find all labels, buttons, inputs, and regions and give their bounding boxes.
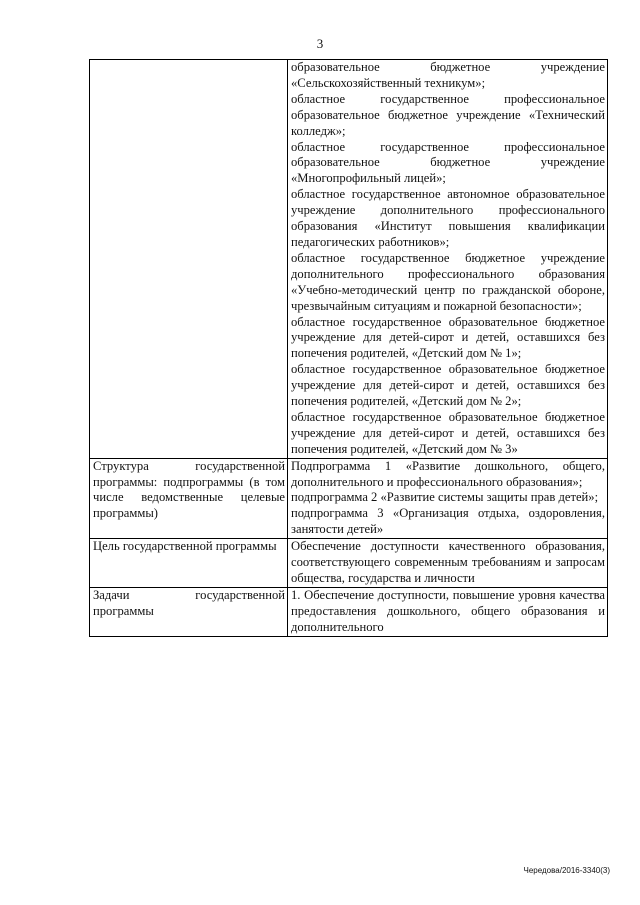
row-label <box>90 60 288 459</box>
institution-item: областное государственное образовательное бюджетное учреждение для детей-сирот и детей, оставшихся без попечения родителей, «Детский дом № 1»; <box>291 314 605 361</box>
table-row <box>90 587 608 636</box>
institution-item: областное государственное образовательное бюджетное учреждение для детей-сирот и детей, оставшихся без попечения родителей, «Детский дом № 3» <box>291 409 605 456</box>
row-content <box>288 458 608 539</box>
row-label-tasks <box>90 587 288 636</box>
table-row <box>90 60 608 459</box>
institution-item: образовательное бюджетное учреждение «Сельскохозяйственный техникум»; <box>291 60 605 90</box>
row-label-goal <box>90 539 288 588</box>
row-label-structure <box>90 458 288 539</box>
institution-item: областное государственное автономное образовательное учреждение дополнительного профессионального образования «Институт повышения квалификации педагогических работников»; <box>291 187 605 249</box>
goal-text: Обеспечение доступности качественного образования, соответствующего современным требованиям и запросам общества, государства и личности <box>291 539 605 585</box>
subprogram-item: Подпрограмма 1 «Развитие дошкольного, общего, дополнительного и профессионального образования»; <box>291 458 605 489</box>
institution-item: областное государственное бюджетное учреждение дополнительного профессионального образования «Учебно-методический центр по гражданской обороне, чрезвычайным ситуациям и пожарной безопасности»; <box>291 250 605 313</box>
task-text: 1. Обеспечение доступности, повышение уровня качества предоставления дошкольного, общего образования и дополнительного <box>291 587 605 634</box>
table-row <box>90 458 608 539</box>
row-label-text: Задачи государственной программы <box>93 587 285 618</box>
row-content <box>288 539 608 588</box>
subprogram-item: подпрограмма 3 «Организация отдыха, оздоровления, занятости детей» <box>291 506 605 537</box>
institution-item: областное государственное профессиональное образовательное бюджетное учреждение «Многопрофильный лицей»; <box>291 139 605 186</box>
program-passport-table <box>89 59 608 637</box>
row-content <box>288 60 608 459</box>
row-label-text: Структура государственной программы: подпрограммы (в том числе ведомственные целевые программы) <box>93 458 285 521</box>
table-row <box>90 539 608 588</box>
row-label-text: Цель государственной программы <box>93 539 277 554</box>
document-code: Чередова/2016-3340(3) <box>523 866 610 875</box>
row-content <box>288 587 608 636</box>
subprogram-item: подпрограмма 2 «Развитие системы защиты прав детей»; <box>291 490 599 505</box>
institution-item: областное государственное образовательное бюджетное учреждение для детей-сирот и детей, оставшихся без попечения родителей, «Детский дом № 2»; <box>291 362 605 409</box>
institution-item: областное государственное профессиональное образовательное бюджетное учреждение «Технический колледж»; <box>291 91 605 138</box>
page-number: 3 <box>316 36 324 51</box>
